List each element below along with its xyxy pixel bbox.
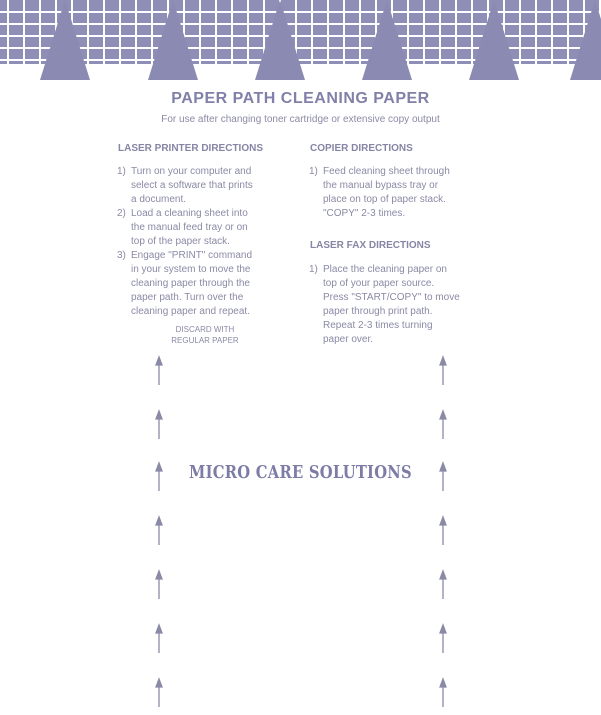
up-arrow-icon [156,411,162,439]
brand-name: MICRO CARE SOLUTIONS [189,462,412,483]
up-arrow-icon [156,517,162,545]
up-arrow-icon [440,571,446,599]
laser-fax-heading: LASER FAX DIRECTIONS [310,240,431,251]
up-arrow-icon [156,357,162,385]
up-arrow-icon [440,357,446,385]
discard-note: DISCARD WITH REGULAR PAPER [171,325,239,345]
feed-arrows-left [153,355,165,710]
list-item: 2) Load a cleaning sheet into the manual feed tray or on top of the paper stack. [117,208,248,247]
up-arrow-icon [440,517,446,545]
up-arrow-icon [156,571,162,599]
up-arrow-icon [440,679,446,707]
laser-fax-steps [309,263,499,347]
up-arrow-icon [440,411,446,439]
laser-printer-heading: LASER PRINTER DIRECTIONS [118,143,264,154]
page-subtitle: For use after changing toner cartridge or extensive copy output [161,114,440,125]
top-banner-pattern [0,0,601,82]
list-item: 1) Feed cleaning sheet through the manual bypass tray or place on top of paper stack. "COPY" 2-3 times. [309,166,450,219]
copier-heading: COPIER DIRECTIONS [310,143,413,154]
list-item: 1) Place the cleaning paper on top of your paper source. Press "START/COPY" to move paper through print path. Repeat 2-3 times turning paper over. [309,264,460,345]
list-item: 1) Turn on your computer and select a software that prints a document. [117,166,253,205]
feed-arrows-right [437,355,449,710]
up-arrow-icon [156,679,162,707]
page-title: PAPER PATH CLEANING PAPER [171,90,430,107]
laser-printer-steps [117,165,292,319]
up-arrow-icon [156,625,162,653]
list-item: 3) Engage "PRINT" command in your system to move the cleaning paper through the paper path. Turn over the cleaning paper and repeat. [117,250,253,317]
up-arrow-icon [440,625,446,653]
copier-steps [309,165,494,221]
